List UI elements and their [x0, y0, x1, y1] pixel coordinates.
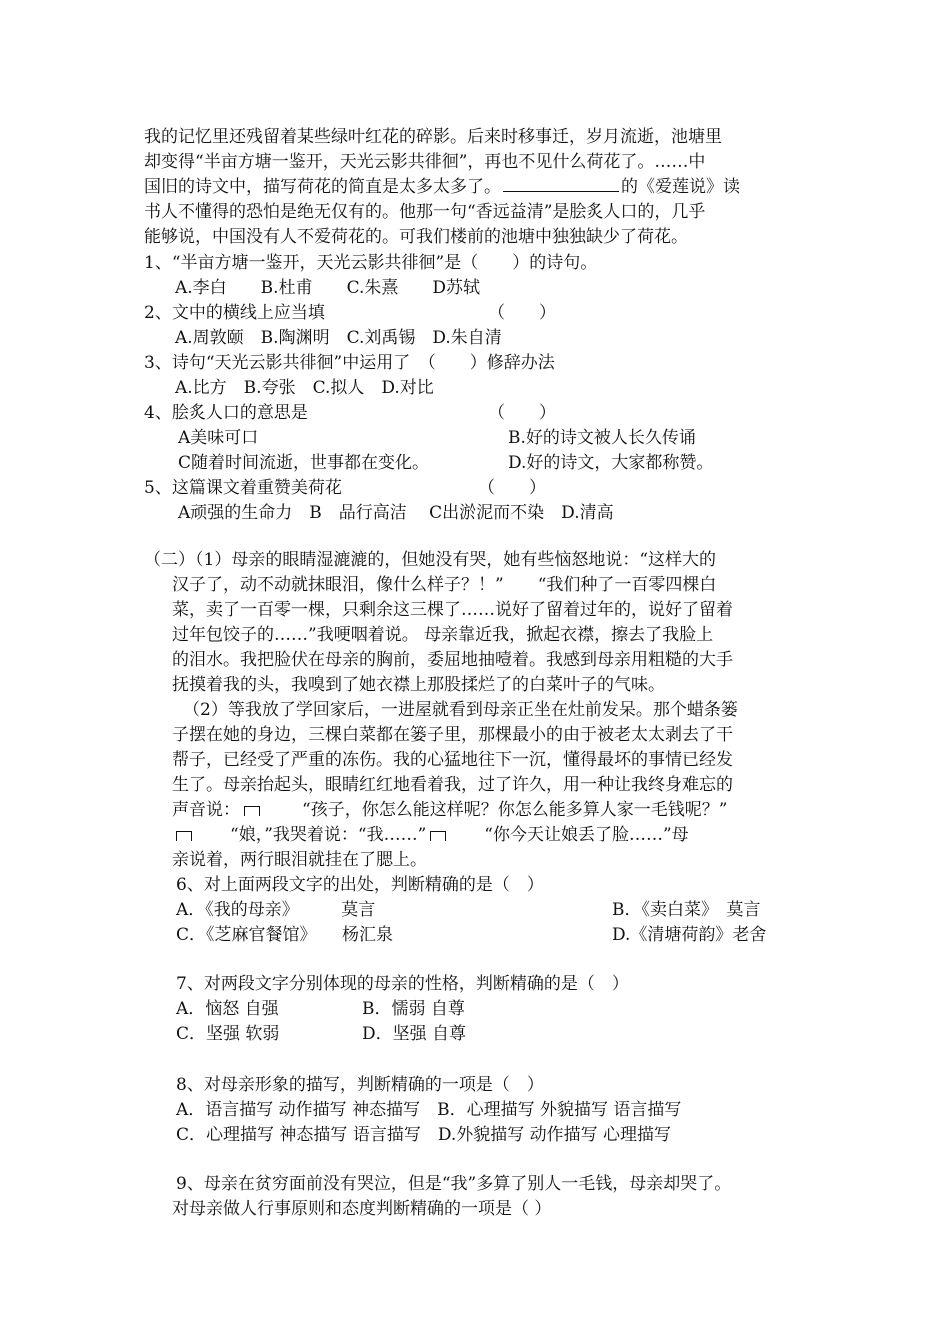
- passage2-line-4: 过年包饺子的……”我哽咽着说。 母亲靠近我，掀起衣襟，擦去了我脸上: [172, 625, 714, 645]
- passage2-line-8: 子摆在她的身边，三棵白菜都在篓子里，那棵最小的由于被老太太剥去了干: [172, 725, 733, 745]
- question-4-stem: 4、脍炙人口的意思是: [144, 403, 308, 423]
- question-1-stem: 1、“半亩方塘一鉴开，天光云影共徘徊”是（ ）的诗句。: [144, 253, 598, 273]
- passage1-line-3: [144, 175, 740, 200]
- question-7-option-a: A．恼怒 自强: [176, 999, 279, 1019]
- question-4-paren: （ ）: [488, 403, 556, 423]
- passage2-line-11: [172, 798, 727, 823]
- question-4-option-d: D.好的诗文，大家都称赞。: [508, 453, 714, 473]
- question-1-options: A.李白 B.杜甫 C.朱熹 D苏轼: [175, 278, 481, 298]
- passage2-line-3: 菜，卖了一百零一棵，只剩余这三棵了……说好了留着过年的，说好了留着: [172, 600, 733, 620]
- question-8-options-row-2: C．心理描写 神态描写 语言描写 D.外貌描写 动作描写 心理描写: [176, 1125, 672, 1145]
- question-6-option-b: B．《卖白菜》 莫言: [612, 900, 761, 920]
- question-7-option-d: D．坚强 自尊: [362, 1024, 467, 1044]
- passage1-line-5: 能够说，中国没有人不爱荷花的。可我们楼前的池塘中独独缺少了荷花。: [144, 227, 688, 247]
- passage2-line-12: [172, 823, 689, 848]
- question-7-option-c: C．坚强 软弱: [176, 1024, 280, 1044]
- question-3-stem: 3、诗句“天光云影共徘徊”中运用了 （ ）修辞办法: [144, 353, 555, 373]
- question-2-paren: （ ）: [488, 303, 556, 323]
- passage1-line-3-end: 的《爱莲说》读: [621, 177, 740, 197]
- passage2-line-1: （二）（1）母亲的眼睛湿漉漉的，但她没有哭，她有些恼怒地说：“这样大的: [144, 550, 717, 570]
- question-5-paren: （ ）: [478, 478, 546, 498]
- passage2-line-11-start: 声音说：: [172, 800, 240, 820]
- question-2-stem: 2、文中的横线上应当填: [144, 303, 325, 323]
- passage2-line-12-end: “你今天让娘丢了脸……”母: [484, 825, 689, 845]
- question-8-options-row-1: A．语言描写 动作描写 神态描写 B．心理描写 外貌描写 语言描写: [176, 1100, 682, 1120]
- passage2-line-2: 汉子了，动不动就抹眼泪，像什么样子？！” “我们种了一百零四棵白: [172, 575, 717, 595]
- question-5-stem: 5、这篇课文着重赞美荷花: [144, 478, 342, 498]
- question-9-line-1: 9、母亲在贫穷面前没有哭泣，但是“我”多算了别人一毛钱，母亲却哭了。: [176, 1174, 732, 1194]
- question-4-option-c: C随着时间流逝，世事都在变化。: [178, 453, 430, 473]
- answer-blank: [503, 176, 619, 192]
- question-4-option-b: B.好的诗文被人长久传诵: [508, 428, 696, 448]
- passage2-line-5: 的泪水。我把脸伏在母亲的胸前，委屈地抽噎着。我感到母亲用粗糙的大手: [172, 650, 733, 670]
- passage1-line-1: 我的记忆里还残留着某些绿叶红花的碎影。后来时移事迁，岁月流逝，池塘里: [144, 127, 722, 147]
- question-6-option-c: C．《芝麻官餐馆》 杨汇泉: [176, 925, 394, 945]
- question-9-line-2: 对母亲做人行事原则和态度判断精确的一项是（ ）: [172, 1199, 552, 1219]
- paragraph-mark-icon: [176, 831, 192, 841]
- passage2-line-11-end: “孩子，你怎么能这样呢？你怎么能多算人家一毛钱呢？”: [302, 800, 728, 820]
- question-6-option-a: A．《我的母亲》 莫言: [176, 900, 376, 920]
- passage2-line-13: 亲说着，两行眼泪就挂在了腮上。: [172, 850, 427, 870]
- question-3-options: A.比方 B.夸张 C.拟人 D.对比: [175, 378, 434, 398]
- paragraph-mark-icon: [430, 831, 446, 841]
- paragraph-mark-icon: [244, 806, 260, 816]
- passage2-line-12-start: “娘，”我哭着说：“我……”: [230, 825, 427, 845]
- passage1-line-3-start: 国旧的诗文中，描写荷花的简直是太多太多了。: [144, 177, 501, 197]
- passage2-line-7: （2）等我放了学回家后，一进屋就看到母亲正坐在灶前发呆。那个蜡条篓: [183, 700, 738, 720]
- question-6-option-d: D.《清塘荷韵》老舍: [612, 925, 767, 945]
- question-6-stem: 6、对上面两段文字的出处，判断精确的是（ ）: [176, 875, 544, 895]
- passage2-line-10: 生了。母亲抬起头，眼睛红红地看着我，过了许久，用一种让我终身难忘的: [172, 775, 733, 795]
- question-4-option-a: A美味可口: [178, 428, 259, 448]
- passage1-line-2: 却变得“半亩方塘一鉴开，天光云影共徘徊”，再也不见什么荷花了。……中: [144, 152, 706, 172]
- passage2-line-9: 帮子，已经受了严重的冻伤。我的心猛地往下一沉，懂得最坏的事情已经发: [172, 750, 733, 770]
- question-2-options: A.周敦颐 B.陶渊明 C.刘禹锡 D.朱自清: [175, 328, 502, 348]
- question-7-stem: 7、对两段文字分别体现的母亲的性格，判断精确的是（ ）: [176, 974, 629, 994]
- passage1-line-4: 书人不懂得的恐怕是绝无仅有的。他那一句“香远益清”是脍炙人口的，几乎: [144, 202, 706, 222]
- question-8-stem: 8、对母亲形象的描写，判断精确的一项是（ ）: [176, 1075, 544, 1095]
- question-7-option-b: B．懦弱 自尊: [362, 999, 465, 1019]
- question-5-options: A顽强的生命力 B 品行高洁 C出淤泥而不染 D.清高: [178, 503, 614, 523]
- passage2-line-6: 抚摸着我的头，我嗅到了她衣襟上那股揉烂了的白菜叶子的气味。: [172, 675, 665, 695]
